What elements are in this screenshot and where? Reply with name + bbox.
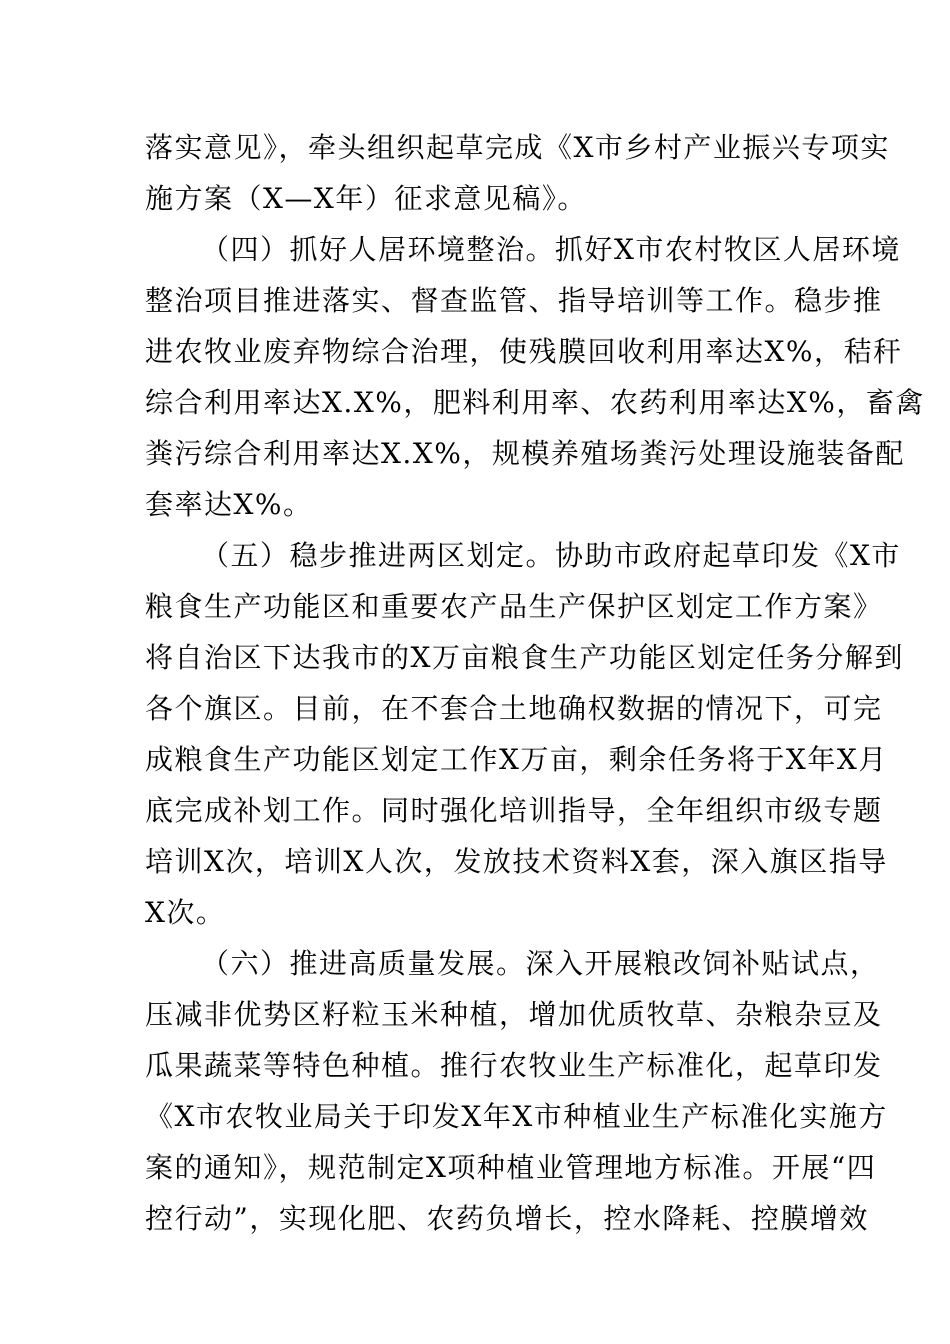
text-line: 压减非优势区籽粒玉米种植，增加优质牧草、杂粮杂豆及 <box>145 998 883 1031</box>
text-line: 各个旗区。目前，在不套合土地确权数据的情况下，可完 <box>145 692 883 725</box>
text-line: X次。 <box>145 896 226 929</box>
text-line: 综合利用率达X.X%，肥料利用率、农药利用率达X%，畜禽 <box>145 386 925 419</box>
text-line: 进农牧业废弃物综合治理，使残膜回收利用率达X%，秸秆 <box>145 335 903 368</box>
text-line: 案的通知》，规范制定X项种植业管理地方标准。开展“四 <box>145 1151 877 1184</box>
document-body <box>145 122 925 1244</box>
text-line: 《X市农牧业局关于印发X年X市种植业生产标准化实施方 <box>145 1100 888 1133</box>
text-line: 控行动”，实现化肥、农药负增长，控水降耗、控膜增效 <box>145 1202 869 1235</box>
text-line: 落实意见》，牵头组织起草完成《X市乡村产业振兴专项实 <box>145 131 890 164</box>
text-line: 整治项目推进落实、督查监管、指导培训等工作。稳步推 <box>145 284 883 317</box>
text-line-paragraph-start: （五）稳步推进两区划定。协助市政府起草印发《X市 <box>201 539 901 572</box>
text-line: 粮食生产功能区和重要农产品生产保护区划定工作方案》 <box>145 590 883 623</box>
text-line: 施方案（X—X年）征求意见稿》。 <box>145 182 587 215</box>
text-line: 粪污综合利用率达X.X%，规模养殖场粪污处理设施装备配 <box>145 437 905 470</box>
text-line: 将自治区下达我市的X万亩粮食生产功能区划定任务分解到 <box>145 641 904 674</box>
text-line: 成粮食生产功能区划定工作X万亩，剩余任务将于X年X月 <box>145 743 888 776</box>
text-line-paragraph-start: （四）抓好人居环境整治。抓好X市农村牧区人居环境 <box>201 233 901 266</box>
text-line: 套率达X%。 <box>145 488 313 521</box>
text-line-paragraph-start: （六）推进高质量发展。深入开展粮改饲补贴试点， <box>201 947 880 980</box>
text-line: 底完成补划工作。同时强化培训指导，全年组织市级专题 <box>145 794 883 827</box>
text-line: 瓜果蔬菜等特色种植。推行农牧业生产标准化，起草印发 <box>145 1049 883 1082</box>
text-line: 培训X次，培训X人次，发放技术资料X套，深入旗区指导 <box>145 845 888 878</box>
